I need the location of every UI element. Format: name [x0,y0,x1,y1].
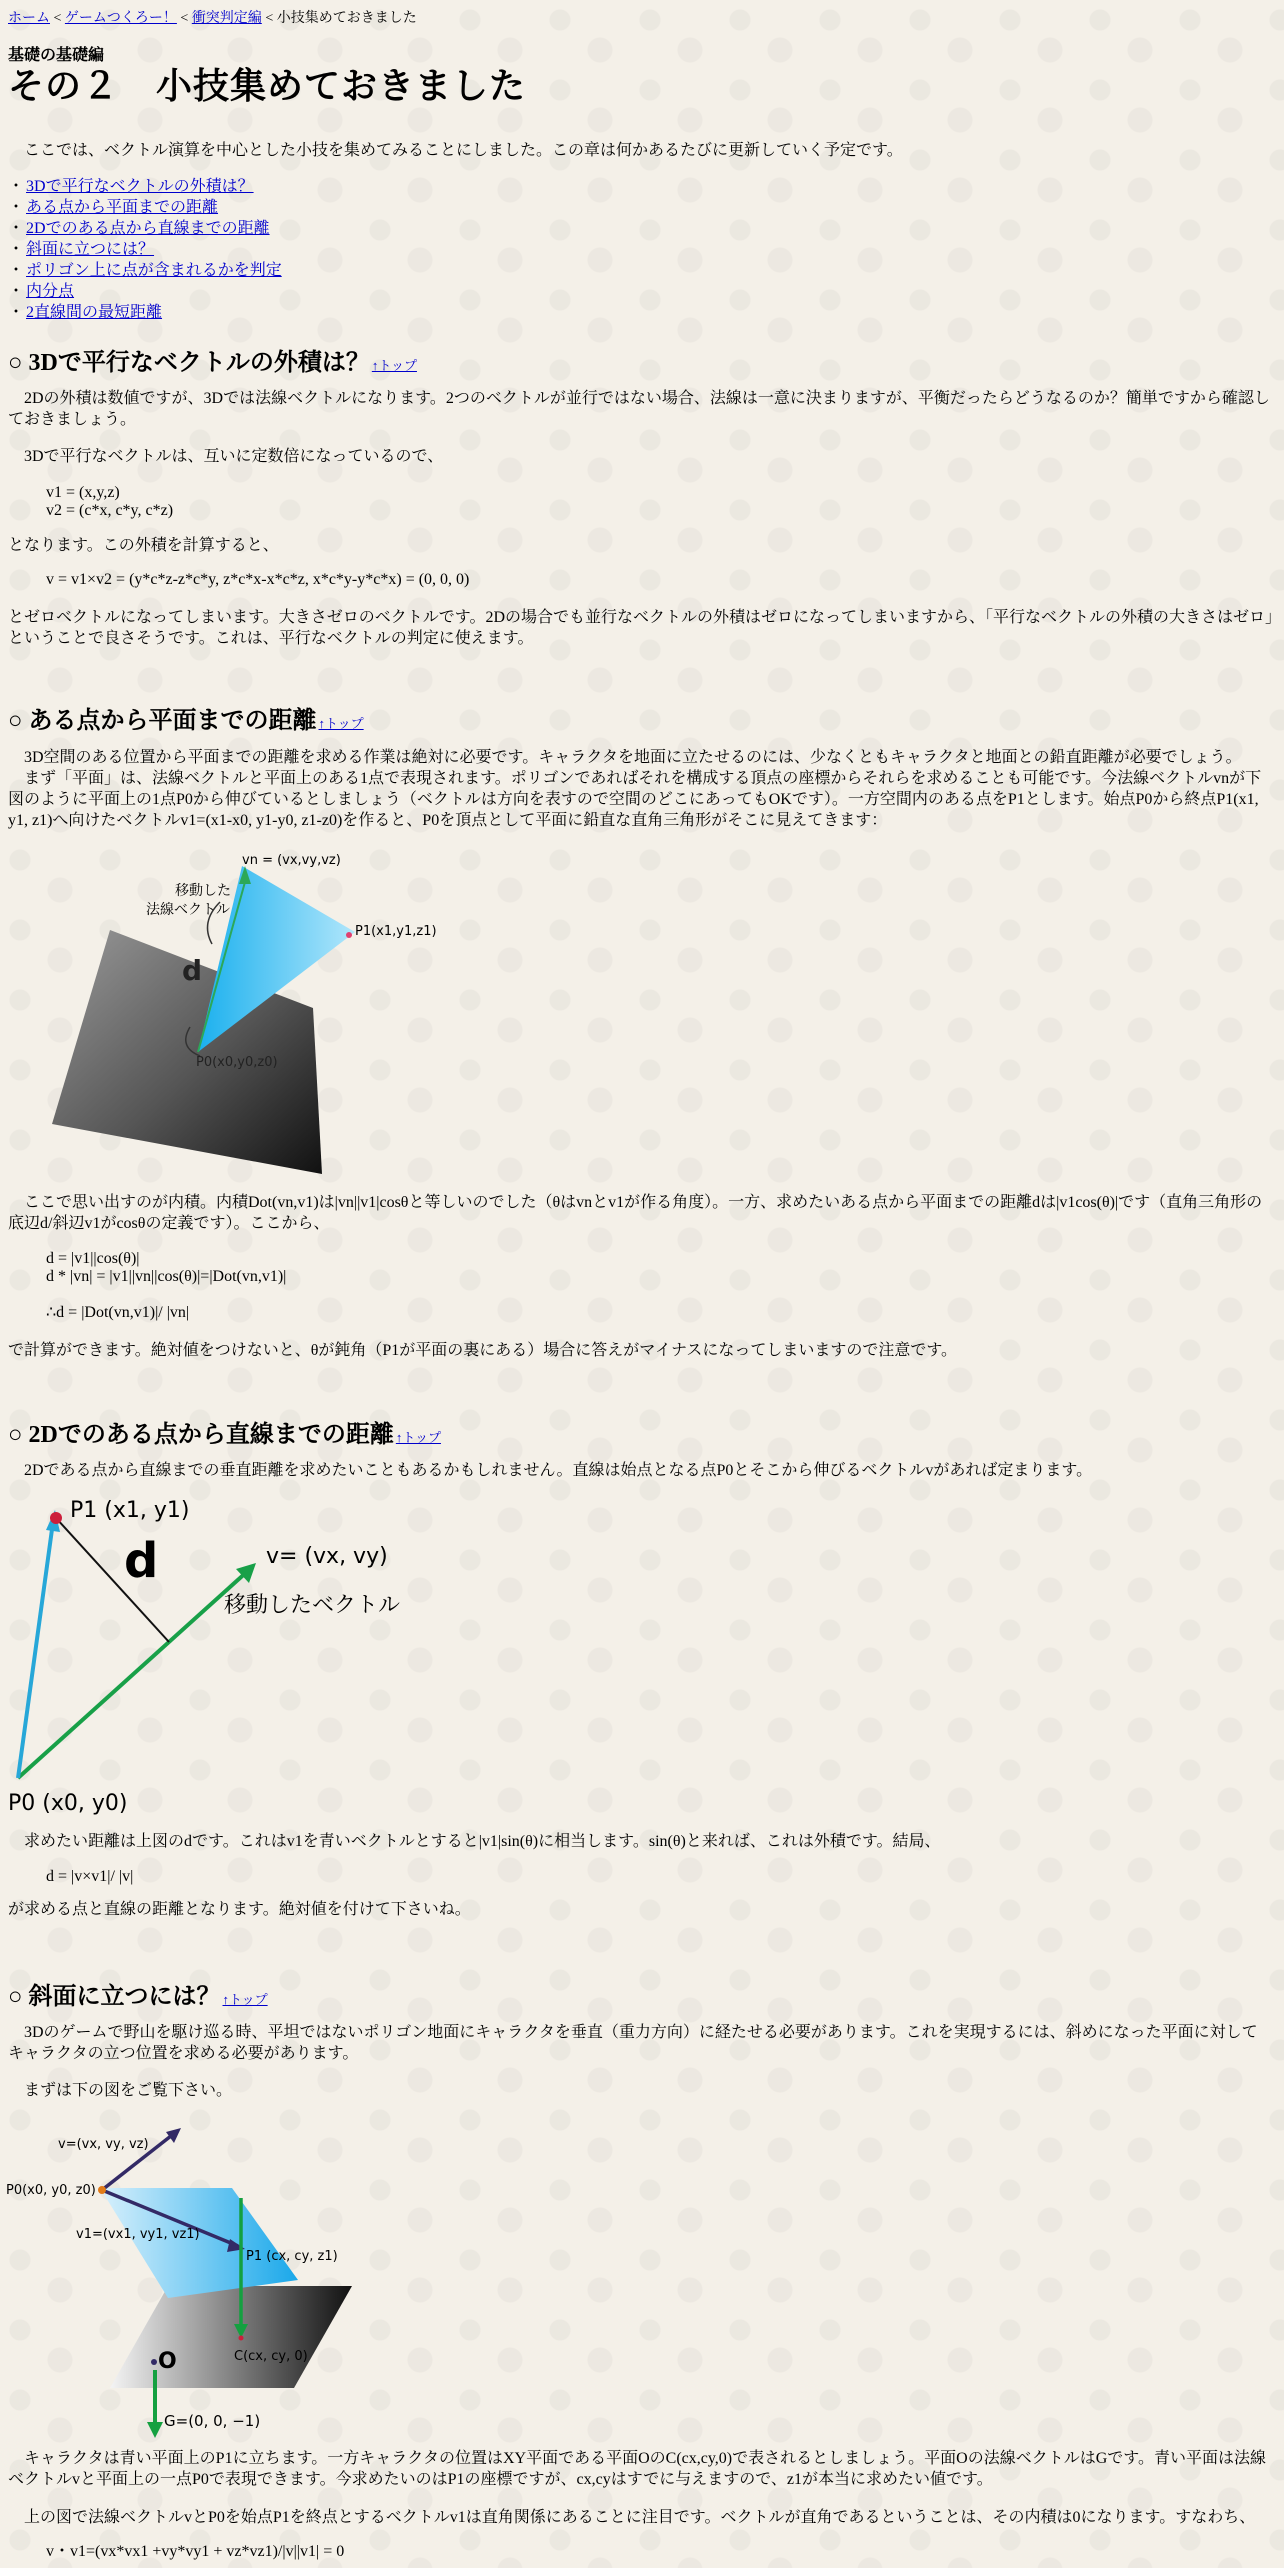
moved-vector-line [18,1569,250,1778]
formula-dot-product: v・v1=(vx*vx1 +vy*vy1 + vz*vz1)/|v||v1| = 0 [46,2543,345,2560]
label-p1: P1(x1,y1,z1) [355,924,437,939]
p0-point [98,2186,106,2194]
label-c: C(cx, cy, 0) [234,2349,308,2364]
breadcrumb-home-link[interactable]: ホーム [8,11,50,26]
breadcrumb-current: 小技集めておきました [276,11,417,26]
s3-paragraph-1: 2Dである点から直線までの垂直距離を求めたいこともあるかもしれません。直線は始点となる点P0とそこから伸びるベクトルvがあれば定まります。 [24,1462,1093,1479]
toc-link-point-line[interactable]: 2Dでのある点から直線までの距離 [26,220,270,237]
label-d: d [182,954,203,987]
label-g: G=(0, 0, −1) [164,2412,261,2430]
s4-paragraph-3: キャラクタは青い平面上のP1に立ちます。一方キャラクタの位置はXY平面である平面OのC(cx,cy,0)で表されるとしましょう。平面Oの法線ベクトルはGです。青い平面は法線ベクトルvと平面上の一点P0で表現できます。今求めたいのはP1の座標ですが、cx,cyはすでに与えますので、z1が本当に求めたい値です。 [8,2450,1266,2488]
s3-paragraph-3: が求める点と直線の距離となります。絶対値を付けて下さいね。 [8,1901,471,1918]
s4-paragraph-2: まずは下の図をご覧下さい。 [24,2082,233,2099]
section-heading-point-line [8,1414,441,1449]
heading-text: ○ ある点から平面までの距離 [8,708,317,734]
label-v1: v1=(vx1, vy1, vz1) [76,2227,200,2242]
heading-text: ○ 斜面に立つには？ [8,1984,221,2010]
back-to-top-link[interactable]: ↑トップ [371,358,417,373]
label-p1: P1 (x1, y1) [70,1498,190,1523]
label-moved-1: 移動した [175,883,231,899]
label-v: v= (vx, vy) [266,1544,388,1569]
label-moved-2: 法線ベクトル [146,902,230,918]
s2-paragraph-1: 3D空間のある位置から平面までの距離を求める作業は絶対に必要です。キャラクタを地面に立たせるのには、少なくともキャラクタと地面との鉛直距離が必要でしょう。 [24,749,1242,766]
toc-link-line-distance[interactable]: 2直線間の最短距離 [26,304,163,321]
breadcrumb-collision-link[interactable]: 衝突判定編 [191,11,262,26]
gravity-vector-arrowhead [147,2422,163,2438]
label-vn: vn = (vx,vy,vz) [242,853,341,868]
s2-paragraph-3: ここで思い出すのが内積。内積Dot(vn,v1)は|vn||v1|cosθと等しいのでした（θはvnとv1が作る角度）。一方、求めたいある点から平面までの距離dは|v1cos(θ)|です（直角三角形の底辺d/斜辺v1がcosθの定義です）。ここから、 [8,1194,1263,1232]
breadcrumb-separator: < [261,11,277,26]
s1-paragraph-4: とゼロベクトルになってしまいます。大きさゼロのベクトルです。2Dの場合でも並行なベクトルの外積はゼロになってしまいますから、「平行なベクトルの外積の大きさはゼロ」ということで良さそうです。これは、平行なベクトルの判定に使えます。 [8,609,1273,647]
toc-item [8,281,282,302]
s2-paragraph-4: で計算ができます。絶対値をつけないと、θが鈍角（P1が平面の裏にある）場合に答えがマイナスになってしまいますので注意です。 [8,1342,958,1359]
toc-item [8,239,282,260]
formula-d-result: ∴d = |Dot(vn,v1)|/ |vn| [46,1304,190,1321]
s2-distance-formulas [46,1250,286,1286]
toc-item [8,260,282,281]
blue-slope-plane [100,2188,298,2298]
toc-item [8,197,282,218]
formula-d-2: d * |vn| = |v1||vn||cos(θ)|=|Dot(vn,v1)| [46,1268,287,1285]
formula-v1: v1 = (x,y,z) [46,484,120,501]
toc-link-point-plane[interactable]: ある点から平面までの距離 [26,199,219,216]
section-heading-slope [8,1976,268,2011]
intro-paragraph: ここでは、ベクトル演算を中心とした小技を集めてみることにしました。この章は何かあるたびに更新していく予定です。 [24,142,903,159]
heading-text: ○ 3Dで平行なベクトルの外積は？ [8,350,370,376]
label-p0: P0(x0,y0,z0) [196,1055,278,1070]
breadcrumb-separator: < [50,11,65,26]
s1-paragraph-1: 2Dの外積は数値ですが、3Dでは法線ベクトルになります。2つのベクトルが並行ではない場合、法線は一意に決まりますが、平衡だったらどうなるのか？簡単ですから確認しておきましょう。 [8,390,1270,428]
origin-point [151,2359,157,2365]
label-d: d [124,1533,159,1589]
c-point [239,2336,244,2341]
label-p0: P0(x0, y0, z0) [6,2183,96,2198]
breadcrumb-game-link[interactable]: ゲームつくろー！ [64,11,177,26]
s1-paragraph-2: 3Dで平行なベクトルは、互いに定数倍になっているので、 [24,448,444,465]
formula-point-line: d = |v×v1|/ |v| [46,1868,134,1885]
toc-link-point-in-polygon[interactable]: ポリゴン上に点が含まれるかを判定 [26,262,282,279]
section-kicker: 基礎の基礎編 [8,47,105,64]
figure-point-to-line [0,1490,440,1820]
heading-text: ○ 2Dでのある点から直線までの距離 [8,1422,394,1448]
p1-point [50,1512,62,1524]
s2-paragraph-2: まず「平面」は、法線ベクトルと平面上のある1点で表現されます。ポリゴンであればそれを構成する頂点の座標からそれらを求めることも可能です。今法線ベクトルvnが下図のように平面上の1点P0から伸びているとしましょう（ベクトルは方向を表すので空間のどこにあってもOKです）。一方空間内のある点をP1とします。始点P0から終点P1(x1, y1, z1)へ向けたベクトルv1=(x1-x0, y1-y0, z1-z0)を作ると、P0を頂点として平面に鉛直な直角三角形がそこに見えてきます： [8,770,1262,829]
figure-point-to-plane [40,842,460,1182]
toc-link-cross-product[interactable]: 3Dで平行なベクトルの外積は？ [26,178,254,195]
formula-cross-product: v = v1×v2 = (y*c*z-z*c*y, z*c*x-x*c*z, x*c*y-y*c*x) = (0, 0, 0) [46,571,470,588]
normal-vector-v-arrowhead [166,2128,181,2143]
label-p1: P1 (cx, cy, z1) [246,2249,338,2264]
s1-paragraph-3: となります。この外積を計算すると、 [8,537,279,554]
label-o: O [158,2349,177,2374]
back-to-top-link[interactable]: ↑トップ [318,716,364,731]
figure-slope [0,2112,370,2442]
s3-paragraph-2: 求めたい距離は上図のdです。これはv1を青いベクトルとすると|v1|sin(θ)に相当します。sin(θ)と来れば、これは外積です。結局、 [24,1833,941,1850]
back-to-top-link[interactable]: ↑トップ [222,1992,268,2007]
label-v: v=(vx, vy, vz) [58,2137,149,2152]
formula-v2: v2 = (c*x, c*y, c*z) [46,502,174,519]
section-heading-cross-product [8,342,417,377]
s4-paragraph-4: 上の図で法線ベクトルvとP0を始点P1を終点とするベクトルv1は直角関係にあることに注目です。ベクトルが直角であるということは、その内積は0になります。すなわち、 [24,2509,1256,2526]
s1-vector-definitions [46,484,173,520]
label-moved-vector: 移動したベクトル [224,1593,401,1618]
table-of-contents [8,176,282,323]
breadcrumb [8,7,417,27]
formula-d-1: d = |v1||cos(θ)| [46,1250,140,1267]
s4-paragraph-1: 3Dのゲームで野山を駆け巡る時、平坦ではないポリゴン地面にキャラクタを垂直（重力方向）に経たせる必要があります。これを実現するには、斜めになった平面に対してキャラクタの立つ位置を求める必要があります。 [8,2024,1258,2062]
toc-link-internal-point[interactable]: 内分点 [26,283,75,300]
toc-item [8,302,282,323]
plane-o-shape [110,2286,352,2388]
back-to-top-link[interactable]: ↑トップ [395,1430,441,1445]
page-title: その２ 小技集めておきました [8,66,527,106]
label-p0: P0 (x0, y0) [8,1791,128,1816]
p1-point [346,932,352,938]
toc-item [8,218,282,239]
toc-link-slope[interactable]: 斜面に立つには？ [26,241,155,258]
breadcrumb-separator: < [176,11,192,26]
v1-vector-line [18,1522,53,1778]
toc-item [8,176,282,197]
section-heading-point-plane [8,700,364,735]
